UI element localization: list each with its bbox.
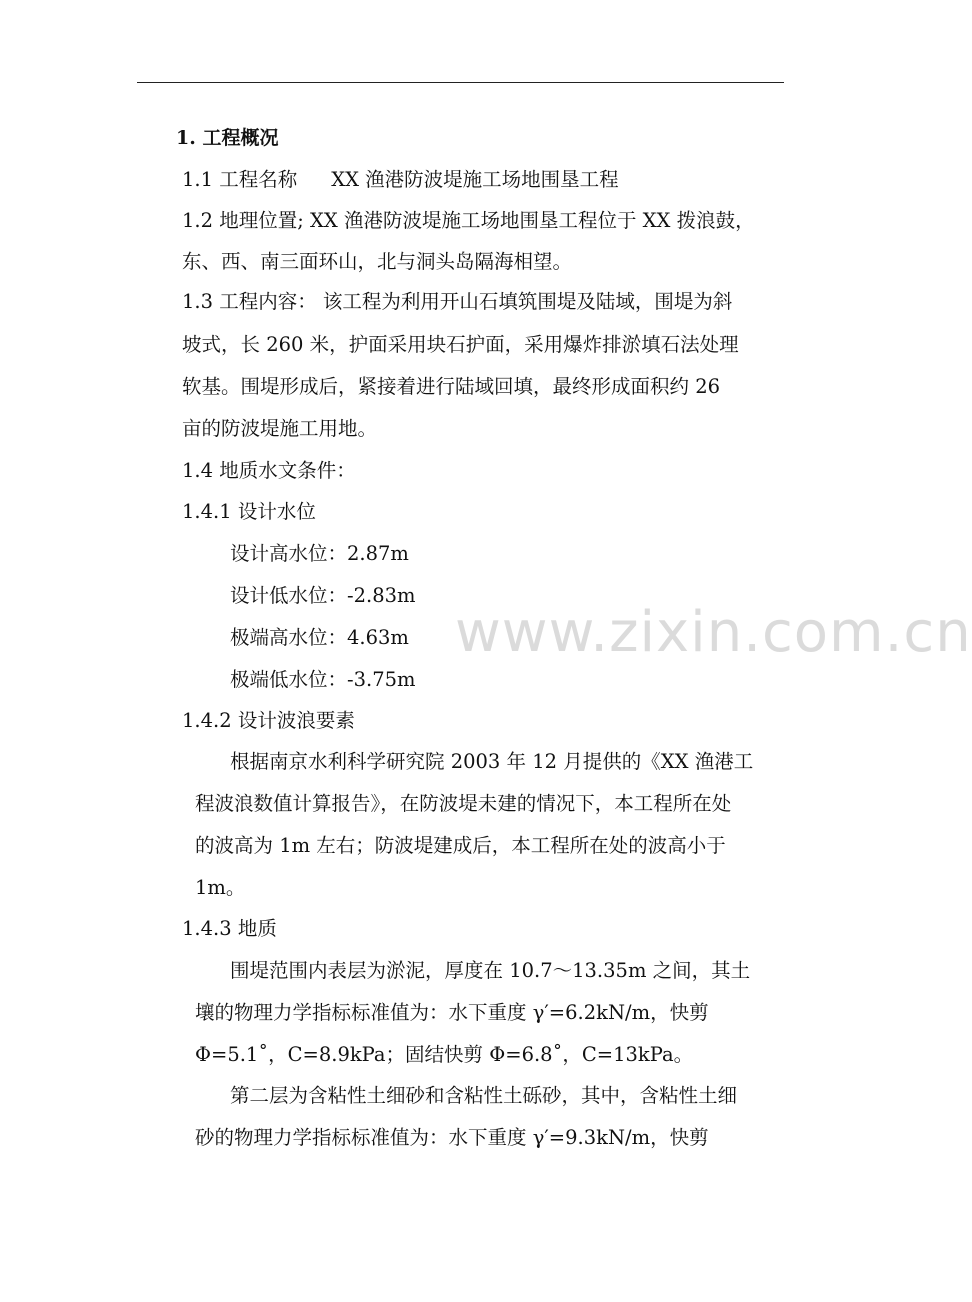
water-level-heading: 1.4.1 设计水位 <box>182 500 316 523</box>
geology-heading: 1.4.3 地质 <box>182 917 277 940</box>
section-heading: 1. 工程概况 <box>176 127 279 149</box>
geology-p1-line-2: 壤的物理力学指标标准值为：水下重度 γ′=6.2kN/m，快剪 <box>195 1001 709 1024</box>
project-name-row <box>182 168 619 192</box>
water-level-item: 设计低水位：-2.83m <box>230 584 416 607</box>
watermark: www.zixin.com.cn <box>455 600 972 665</box>
wave-line-2: 程波浪数值计算报告》，在防波堤未建的情况下，本工程所在处 <box>195 792 732 815</box>
geology-p1-line-3: Φ=5.1˚，C=8.9kPa；固结快剪 Φ=6.8˚，C=13kPa。 <box>195 1043 694 1066</box>
wave-line-3: 的波高为 1m 左右；防波堤建成后，本工程所在处的波高小于 <box>195 834 726 857</box>
geology-p2-line-1: 第二层为含粘性土细砂和含粘性土砾砂，其中，含粘性土细 <box>230 1084 738 1107</box>
content-line-3: 软基。围堤形成后，紧接着进行陆域回填，最终形成面积约 26 <box>182 375 721 398</box>
location-line-1: 1.2 地理位置; XX 渔港防波堤施工场地围垦工程位于 XX 拨浪鼓， <box>182 209 755 232</box>
location-line-2: 东、西、南三面环山，北与洞头岛隔海相望。 <box>182 250 573 273</box>
content-line-2: 坡式，长 260 米，护面采用块石护面，采用爆炸排淤填石法处理 <box>182 333 739 356</box>
geology-p1-line-1: 围堤范围内表层为淤泥，厚度在 10.7～13.35m 之间，其土 <box>230 959 751 982</box>
project-name-label: 1.1 工程名称 <box>182 168 298 191</box>
wave-line-1: 根据南京水利科学研究院 2003 年 12 月提供的《XX 渔港工 <box>230 750 754 773</box>
water-level-item: 极端低水位：-3.75m <box>230 668 416 691</box>
project-name-value: XX 渔港防波堤施工场地围垦工程 <box>331 168 619 191</box>
header-rule <box>137 82 784 83</box>
wave-heading: 1.4.2 设计波浪要素 <box>182 709 355 732</box>
content-line-1: 1.3 工程内容： 该工程为利用开山石填筑围堤及陆域，围堤为斜 <box>182 290 733 313</box>
content-line-4: 亩的防波堤施工用地。 <box>182 417 378 440</box>
wave-line-4: 1m。 <box>195 876 246 899</box>
water-level-item: 设计高水位：2.87m <box>230 542 409 565</box>
geology-p2-line-2: 砂的物理力学指标标准值为：水下重度 γ′=9.3kN/m，快剪 <box>195 1126 709 1149</box>
hydro-heading: 1.4 地质水文条件： <box>182 459 356 482</box>
water-level-item: 极端高水位：4.63m <box>230 626 409 649</box>
